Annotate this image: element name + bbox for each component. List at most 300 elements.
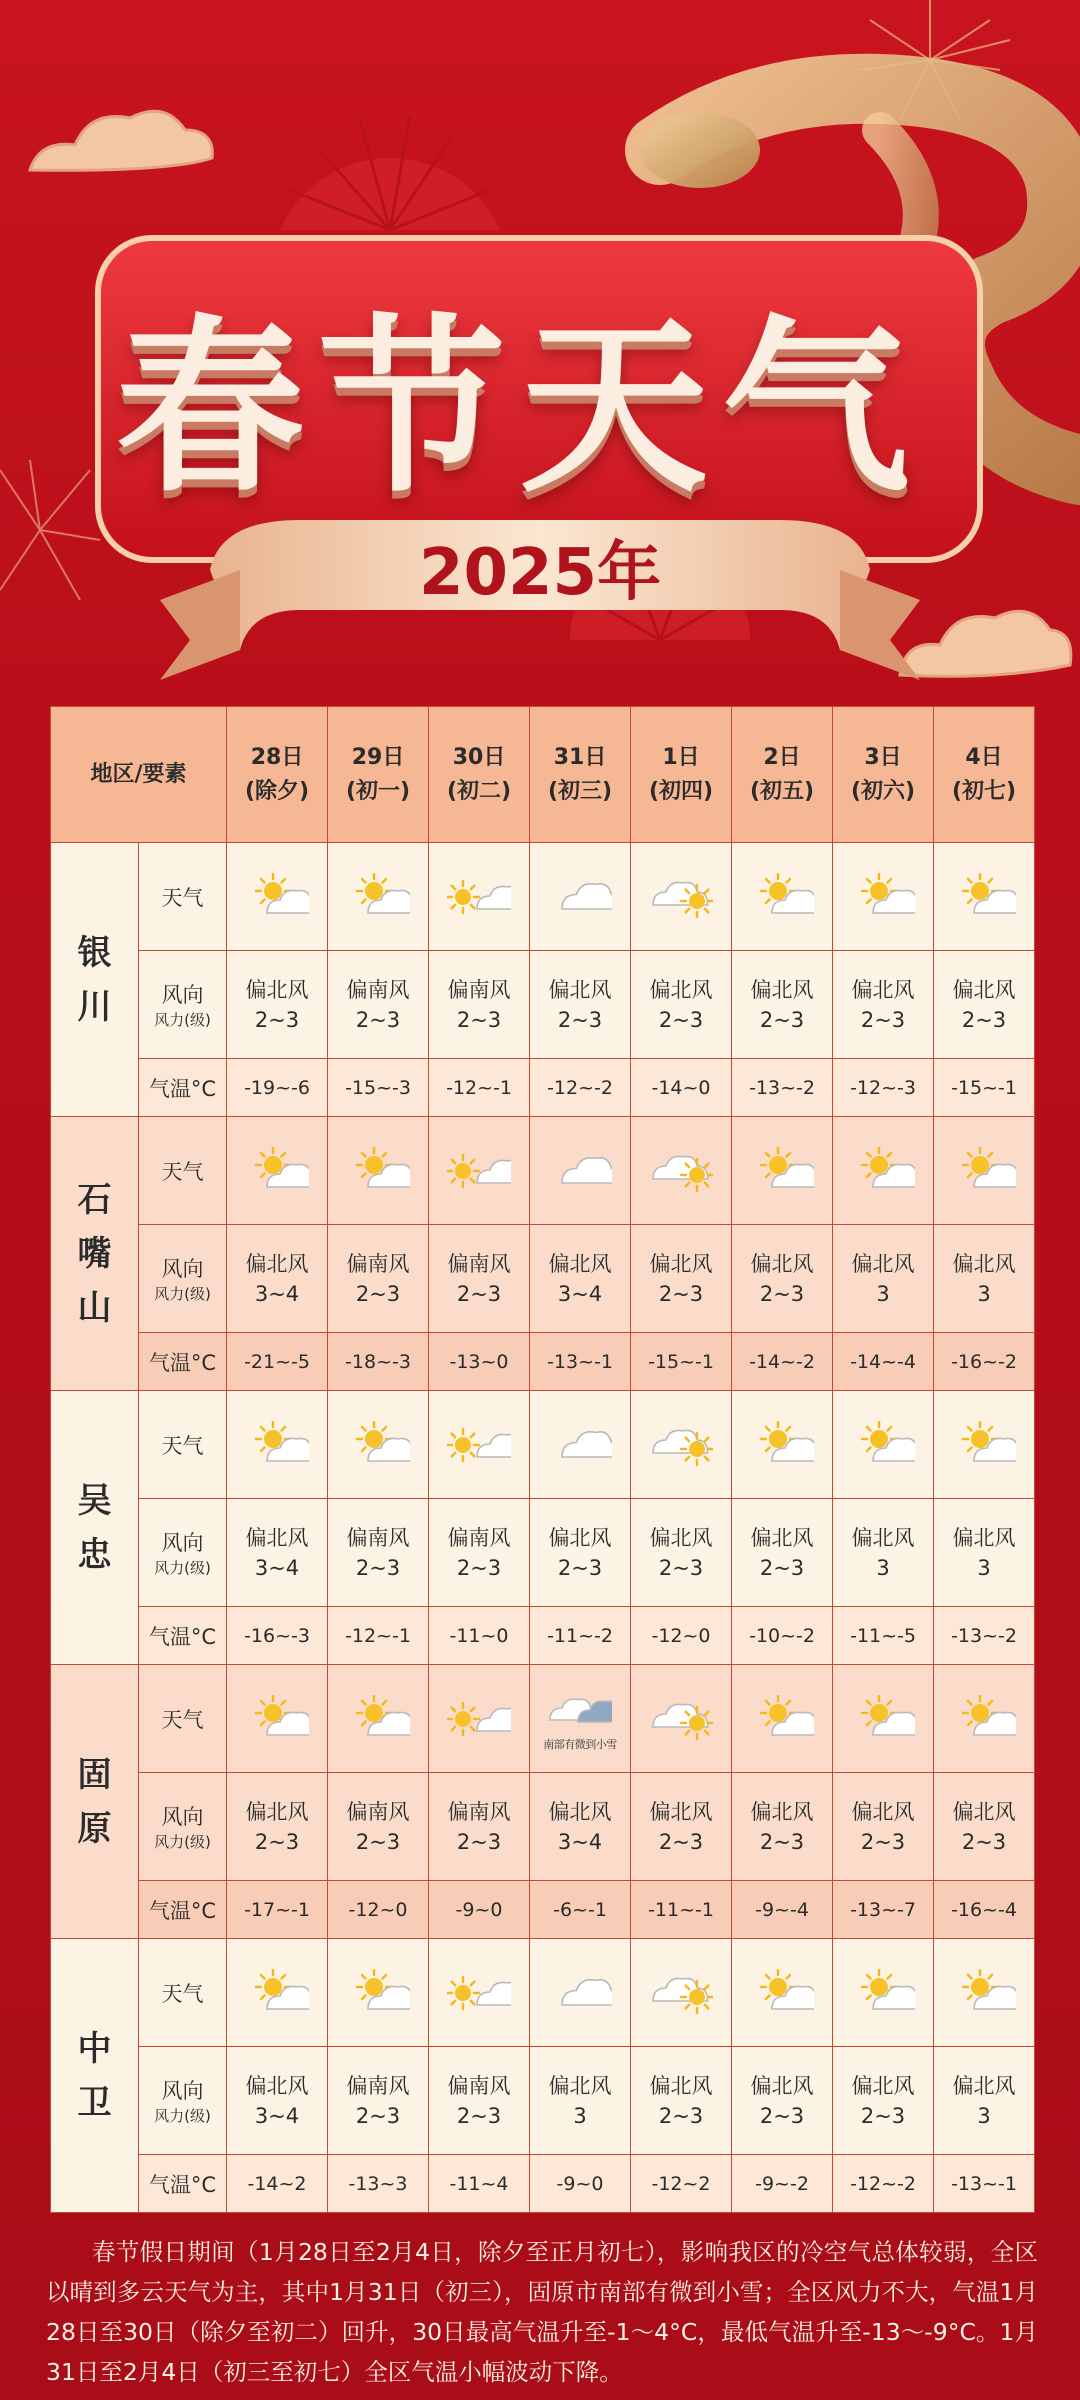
label-wind xyxy=(139,1499,227,1607)
wind-direction: 偏北风 xyxy=(750,977,814,1002)
day-header xyxy=(328,707,429,843)
wind-force: 2~3 xyxy=(961,1829,1007,1854)
label-wind xyxy=(139,2047,227,2155)
temperature-row xyxy=(51,1059,1035,1117)
wind-force: 2~3 xyxy=(759,1555,805,1580)
weather-cell xyxy=(429,1117,530,1225)
day-date: 1日 xyxy=(662,744,700,770)
wind-direction: 偏北风 xyxy=(952,1525,1016,1550)
cloud-sun-icon xyxy=(649,1969,713,2017)
wind-force: 2~3 xyxy=(254,1007,300,1032)
wind-force: 3 xyxy=(876,1555,890,1580)
weather-cell xyxy=(732,1391,833,1499)
wind-force: 2~3 xyxy=(658,1555,704,1580)
day-date: 2日 xyxy=(763,744,801,770)
day-date: 28日 xyxy=(250,744,304,770)
sun-cloud-icon xyxy=(447,1421,511,1469)
wind-direction: 偏北风 xyxy=(750,1799,814,1824)
cloudy-icon xyxy=(548,1421,612,1469)
temperature-cell: -18~-3 xyxy=(328,1333,429,1391)
temperature-cell: -11~-5 xyxy=(833,1607,934,1665)
wind-row xyxy=(51,951,1035,1059)
label-temperature: 气温°C xyxy=(139,2155,227,2213)
weather-cell xyxy=(429,843,530,951)
label-wind-dir: 风向 xyxy=(161,2079,204,2103)
wind-force: 2~3 xyxy=(355,1829,401,1854)
wind-direction: 偏北风 xyxy=(245,977,309,1002)
temperature-cell: -12~0 xyxy=(328,1881,429,1939)
cloudy-icon xyxy=(548,1969,612,2017)
weather-cell xyxy=(429,1939,530,2047)
wind-force: 2~3 xyxy=(860,1007,906,1032)
weather-cell xyxy=(833,1117,934,1225)
temperature-cell: -15~-1 xyxy=(934,1059,1035,1117)
label-wind-dir: 风向 xyxy=(161,1805,204,1829)
wind-direction: 偏南风 xyxy=(447,1251,511,1276)
wind-force: 2~3 xyxy=(456,1007,502,1032)
partly-cloudy-icon xyxy=(750,1969,814,2017)
temperature-cell: -9~0 xyxy=(429,1881,530,1939)
wind-direction: 偏南风 xyxy=(447,2073,511,2098)
wind-force: 2~3 xyxy=(456,1829,502,1854)
label-weather: 天气 xyxy=(139,1117,227,1225)
weather-cell xyxy=(934,843,1035,951)
temperature-cell: -16~-3 xyxy=(227,1607,328,1665)
wind-force: 3 xyxy=(977,1555,991,1580)
temperature-cell: -13~-1 xyxy=(934,2155,1035,2213)
wind-cell xyxy=(227,1499,328,1607)
city-name-char: 中 xyxy=(77,2028,112,2069)
label-wind-dir: 风向 xyxy=(161,1531,204,1555)
temperature-cell: -9~-4 xyxy=(732,1881,833,1939)
temperature-row xyxy=(51,1881,1035,1939)
wind-direction: 偏北风 xyxy=(851,1525,915,1550)
weather-cell xyxy=(631,1939,732,2047)
wind-direction: 偏南风 xyxy=(447,1799,511,1824)
partly-cloudy-icon xyxy=(851,873,915,921)
weather-table xyxy=(50,706,1035,2213)
label-wind-force: 风力(级) xyxy=(154,1285,211,1303)
cloud-sun-icon xyxy=(649,873,713,921)
wind-force: 2~3 xyxy=(860,2103,906,2128)
day-lunar: (初一) xyxy=(345,778,411,804)
day-lunar: (初四) xyxy=(648,778,714,804)
wind-cell xyxy=(934,2047,1035,2155)
cloudy-icon xyxy=(548,1147,612,1195)
temperature-cell: -11~4 xyxy=(429,2155,530,2213)
wind-force: 3~4 xyxy=(557,1829,603,1854)
city-name xyxy=(51,1117,139,1391)
weather-row xyxy=(51,1117,1035,1225)
table-header-row xyxy=(51,707,1035,843)
wind-force: 2~3 xyxy=(456,2103,502,2128)
day-date: 3日 xyxy=(864,744,902,770)
weather-cell xyxy=(732,1939,833,2047)
wind-force: 2~3 xyxy=(254,1829,300,1854)
wind-cell xyxy=(732,1499,833,1607)
temperature-cell: -14~-2 xyxy=(732,1333,833,1391)
day-header xyxy=(429,707,530,843)
wind-force: 2~3 xyxy=(759,1829,805,1854)
temperature-cell: -11~-1 xyxy=(631,1881,732,1939)
temperature-cell: -12~0 xyxy=(631,1607,732,1665)
wind-cell xyxy=(833,1225,934,1333)
weather-cell xyxy=(934,1117,1035,1225)
label-wind xyxy=(139,1225,227,1333)
partly-cloudy-icon xyxy=(245,873,309,921)
day-header xyxy=(530,707,631,843)
weather-row xyxy=(51,1939,1035,2047)
label-wind-force: 风力(级) xyxy=(154,2107,211,2125)
city-name-char: 山 xyxy=(77,1287,112,1328)
wind-direction: 偏北风 xyxy=(245,2073,309,2098)
city-name-char: 原 xyxy=(77,1808,112,1849)
wind-cell xyxy=(631,2047,732,2155)
day-header xyxy=(732,707,833,843)
wind-force: 3 xyxy=(977,1281,991,1306)
weather-cell xyxy=(328,1391,429,1499)
weather-note: 南部有微到小雪 xyxy=(543,1737,617,1751)
temperature-cell: -13~-7 xyxy=(833,1881,934,1939)
weather-cell xyxy=(732,1665,833,1773)
temperature-row xyxy=(51,1333,1035,1391)
temperature-cell: -19~-6 xyxy=(227,1059,328,1117)
wind-force: 2~3 xyxy=(456,1555,502,1580)
weather-cell xyxy=(227,1391,328,1499)
wind-direction: 偏北风 xyxy=(649,1799,713,1824)
day-lunar: (除夕) xyxy=(244,778,310,804)
wind-cell xyxy=(934,1225,1035,1333)
label-wind-dir: 风向 xyxy=(161,1257,204,1281)
wind-direction: 偏北风 xyxy=(548,977,612,1002)
wind-direction: 偏南风 xyxy=(346,1799,410,1824)
wind-cell xyxy=(833,1499,934,1607)
partly-cloudy-icon xyxy=(952,873,1016,921)
wind-direction: 偏南风 xyxy=(447,977,511,1002)
temperature-cell: -12~-2 xyxy=(833,2155,934,2213)
weather-cell xyxy=(429,1391,530,1499)
sun-cloud-icon xyxy=(447,1695,511,1743)
city-block xyxy=(51,843,1035,1117)
sun-cloud-icon xyxy=(447,1969,511,2017)
city-block xyxy=(51,1939,1035,2213)
banner-title: 春节天气 xyxy=(116,299,924,518)
wind-row xyxy=(51,2047,1035,2155)
wind-row xyxy=(51,1225,1035,1333)
wind-force: 2~3 xyxy=(759,1281,805,1306)
wind-cell xyxy=(227,1225,328,1333)
wind-cell xyxy=(934,1499,1035,1607)
city-name-char: 吴 xyxy=(77,1480,112,1521)
day-lunar: (初二) xyxy=(446,778,512,804)
wind-direction: 偏北风 xyxy=(649,1525,713,1550)
wind-direction: 偏北风 xyxy=(952,1251,1016,1276)
temperature-cell: -12~-1 xyxy=(429,1059,530,1117)
partly-cloudy-icon xyxy=(346,1421,410,1469)
temperature-cell: -6~-1 xyxy=(530,1881,631,1939)
weather-cell xyxy=(227,843,328,951)
temperature-cell: -12~-3 xyxy=(833,1059,934,1117)
day-date: 30日 xyxy=(452,744,506,770)
summary-paragraph: 春节假日期间（1月28日至2月4日，除夕至正月初七），影响我区的冷空气总体较弱，全区以晴到多云天气为主，其中1月31日（初三），固原市南部有微到小雪；全区风力不大，气温1月28日至30日（除夕至初二）回升，30日最高气温升至-1～4°C，最低气温升至-13～-9°C。1月31日至2月4日（初三至初七）全区气温小幅波动下降。 xyxy=(46,2238,1038,2386)
temperature-cell: -15~-1 xyxy=(631,1333,732,1391)
partly-cloudy-icon xyxy=(346,873,410,921)
wind-cell xyxy=(631,951,732,1059)
partly-cloudy-icon xyxy=(245,1969,309,2017)
label-wind xyxy=(139,951,227,1059)
wind-force: 2~3 xyxy=(658,1007,704,1032)
label-wind-dir: 风向 xyxy=(161,983,204,1007)
label-wind-force: 风力(级) xyxy=(154,1559,211,1577)
city-name-char: 川 xyxy=(77,986,112,1027)
city-name-char: 忠 xyxy=(77,1534,112,1575)
label-weather: 天气 xyxy=(139,1939,227,2047)
sun-cloud-icon xyxy=(447,873,511,921)
temperature-cell: -10~-2 xyxy=(732,1607,833,1665)
wind-direction: 偏北风 xyxy=(750,2073,814,2098)
wind-direction: 偏南风 xyxy=(346,2073,410,2098)
wind-direction: 偏北风 xyxy=(851,2073,915,2098)
day-date: 29日 xyxy=(351,744,405,770)
temperature-cell: -12~2 xyxy=(631,2155,732,2213)
temperature-cell: -13~-2 xyxy=(934,1607,1035,1665)
wind-cell xyxy=(732,1225,833,1333)
wind-force: 2~3 xyxy=(860,1829,906,1854)
cloud-sun-icon xyxy=(649,1695,713,1743)
wind-cell xyxy=(227,1773,328,1881)
wind-direction: 偏北风 xyxy=(548,1251,612,1276)
wind-cell xyxy=(530,1773,631,1881)
day-date: 31日 xyxy=(553,744,607,770)
weather-cell xyxy=(227,1665,328,1773)
wind-direction: 偏南风 xyxy=(346,1251,410,1276)
wind-cell xyxy=(328,1773,429,1881)
weather-cell xyxy=(227,1939,328,2047)
wind-cell xyxy=(227,2047,328,2155)
label-weather: 天气 xyxy=(139,843,227,951)
city-name-char: 嘴 xyxy=(77,1233,112,1274)
wind-cell xyxy=(631,1225,732,1333)
wind-force: 2~3 xyxy=(355,1281,401,1306)
weather-cell xyxy=(934,1665,1035,1773)
day-header xyxy=(934,707,1035,843)
temperature-cell: -9~0 xyxy=(530,2155,631,2213)
weather-row xyxy=(51,843,1035,951)
city-name-char: 卫 xyxy=(77,2082,112,2123)
banner-year: 2025年 xyxy=(418,536,662,610)
wind-force: 3~4 xyxy=(254,2103,300,2128)
wind-force: 3 xyxy=(876,1281,890,1306)
partly-cloudy-icon xyxy=(750,1147,814,1195)
weather-cell xyxy=(833,1939,934,2047)
label-weather: 天气 xyxy=(139,1665,227,1773)
partly-cloudy-icon xyxy=(245,1147,309,1195)
label-temperature: 气温°C xyxy=(139,1333,227,1391)
partly-cloudy-icon xyxy=(346,1695,410,1743)
wind-cell xyxy=(934,951,1035,1059)
wind-direction: 偏北风 xyxy=(750,1251,814,1276)
wind-force: 2~3 xyxy=(961,1007,1007,1032)
wind-force: 2~3 xyxy=(456,1281,502,1306)
weather-cell xyxy=(328,1939,429,2047)
city-block xyxy=(51,1665,1035,1939)
partly-cloudy-icon xyxy=(851,1695,915,1743)
wind-row xyxy=(51,1773,1035,1881)
label-weather: 天气 xyxy=(139,1391,227,1499)
wind-direction: 偏北风 xyxy=(245,1525,309,1550)
wind-cell xyxy=(530,1499,631,1607)
wind-direction: 偏北风 xyxy=(245,1799,309,1824)
wind-cell xyxy=(328,951,429,1059)
day-header xyxy=(227,707,328,843)
wind-direction: 偏南风 xyxy=(447,1525,511,1550)
weather-cell xyxy=(530,843,631,951)
cloud-sun-icon xyxy=(649,1147,713,1195)
weather-cell xyxy=(530,1939,631,2047)
weather-cell xyxy=(631,1665,732,1773)
weather-cell xyxy=(328,1665,429,1773)
wind-direction: 偏北风 xyxy=(245,1251,309,1276)
city-name xyxy=(51,1665,139,1939)
city-name xyxy=(51,843,139,1117)
temperature-cell: -13~-1 xyxy=(530,1333,631,1391)
wind-direction: 偏北风 xyxy=(851,1251,915,1276)
partly-cloudy-icon xyxy=(245,1695,309,1743)
wind-cell xyxy=(833,1773,934,1881)
day-lunar: (初三) xyxy=(547,778,613,804)
day-lunar: (初七) xyxy=(951,778,1017,804)
weather-cell xyxy=(833,843,934,951)
wind-direction: 偏北风 xyxy=(649,1251,713,1276)
partly-cloudy-icon xyxy=(952,1969,1016,2017)
wind-cell xyxy=(732,951,833,1059)
wind-force: 2~3 xyxy=(355,1007,401,1032)
temperature-cell: -11~-2 xyxy=(530,1607,631,1665)
cloud-sun-icon xyxy=(649,1421,713,1469)
wind-direction: 偏北风 xyxy=(750,1525,814,1550)
weather-cell xyxy=(631,843,732,951)
partly-cloudy-icon xyxy=(750,1421,814,1469)
wind-cell xyxy=(631,1499,732,1607)
wind-direction: 偏北风 xyxy=(548,2073,612,2098)
wind-force: 2~3 xyxy=(759,2103,805,2128)
partly-cloudy-icon xyxy=(346,1147,410,1195)
wind-cell xyxy=(429,951,530,1059)
temperature-cell: -16~-4 xyxy=(934,1881,1035,1939)
wind-cell xyxy=(328,1499,429,1607)
temperature-row xyxy=(51,2155,1035,2213)
temperature-cell: -17~-1 xyxy=(227,1881,328,1939)
wind-cell xyxy=(530,951,631,1059)
wind-cell xyxy=(429,2047,530,2155)
wind-cell xyxy=(429,1773,530,1881)
label-wind-force: 风力(级) xyxy=(154,1011,211,1029)
partly-cloudy-icon xyxy=(851,1147,915,1195)
wind-force: 2~3 xyxy=(557,1007,603,1032)
day-header xyxy=(631,707,732,843)
city-name-char: 石 xyxy=(77,1179,112,1220)
weather-cell xyxy=(227,1117,328,1225)
wind-force: 2~3 xyxy=(557,1555,603,1580)
weather-cell xyxy=(934,1391,1035,1499)
wind-cell xyxy=(833,2047,934,2155)
wind-direction: 偏北风 xyxy=(851,977,915,1002)
weather-cell xyxy=(530,1117,631,1225)
wind-direction: 偏北风 xyxy=(649,2073,713,2098)
wind-cell xyxy=(732,2047,833,2155)
wind-direction: 偏北风 xyxy=(952,2073,1016,2098)
temperature-cell: -13~-2 xyxy=(732,1059,833,1117)
temperature-cell: -11~0 xyxy=(429,1607,530,1665)
partly-cloudy-icon xyxy=(851,1969,915,2017)
cloudy-icon xyxy=(548,873,612,921)
temperature-cell: -15~-3 xyxy=(328,1059,429,1117)
weather-cell xyxy=(833,1665,934,1773)
label-wind xyxy=(139,1773,227,1881)
wind-force: 3~4 xyxy=(557,1281,603,1306)
weather-cell xyxy=(328,1117,429,1225)
wind-direction: 偏北风 xyxy=(548,1525,612,1550)
wind-cell xyxy=(227,951,328,1059)
label-temperature: 气温°C xyxy=(139,1881,227,1939)
partly-cloudy-icon xyxy=(750,1695,814,1743)
wind-cell xyxy=(833,951,934,1059)
temperature-cell: -14~0 xyxy=(631,1059,732,1117)
wind-cell xyxy=(934,1773,1035,1881)
city-name-char: 银 xyxy=(77,932,112,973)
wind-force: 3 xyxy=(977,2103,991,2128)
wind-cell xyxy=(732,1773,833,1881)
wind-force: 2~3 xyxy=(759,1007,805,1032)
wind-cell xyxy=(429,1499,530,1607)
wind-row xyxy=(51,1499,1035,1607)
day-lunar: (初六) xyxy=(850,778,916,804)
wind-force: 3 xyxy=(573,2103,587,2128)
wind-cell xyxy=(530,1225,631,1333)
weather-cell xyxy=(934,1939,1035,2047)
partly-cloudy-icon xyxy=(245,1421,309,1469)
weather-cell xyxy=(328,843,429,951)
city-block xyxy=(51,1117,1035,1391)
weather-cell xyxy=(631,1391,732,1499)
wind-force: 2~3 xyxy=(658,1281,704,1306)
wind-force: 2~3 xyxy=(355,1555,401,1580)
label-temperature: 气温°C xyxy=(139,1607,227,1665)
temperature-cell: -21~-5 xyxy=(227,1333,328,1391)
temperature-cell: -14~-4 xyxy=(833,1333,934,1391)
temperature-cell: -12~-2 xyxy=(530,1059,631,1117)
wind-direction: 偏南风 xyxy=(346,1525,410,1550)
city-name-char: 固 xyxy=(77,1754,112,1795)
partly-cloudy-icon xyxy=(346,1969,410,2017)
weather-cell xyxy=(732,1117,833,1225)
day-lunar: (初五) xyxy=(749,778,815,804)
wind-direction: 偏北风 xyxy=(952,977,1016,1002)
weather-cell xyxy=(530,1391,631,1499)
wind-direction: 偏南风 xyxy=(346,977,410,1002)
wind-force: 2~3 xyxy=(355,2103,401,2128)
city-block xyxy=(51,1391,1035,1665)
temperature-cell: -13~0 xyxy=(429,1333,530,1391)
weather-cell xyxy=(429,1665,530,1773)
weather-cell xyxy=(631,1117,732,1225)
city-name xyxy=(51,1391,139,1665)
partly-cloudy-icon xyxy=(952,1421,1016,1469)
wind-cell xyxy=(328,2047,429,2155)
day-header xyxy=(833,707,934,843)
city-name xyxy=(51,1939,139,2213)
label-temperature: 气温°C xyxy=(139,1059,227,1117)
